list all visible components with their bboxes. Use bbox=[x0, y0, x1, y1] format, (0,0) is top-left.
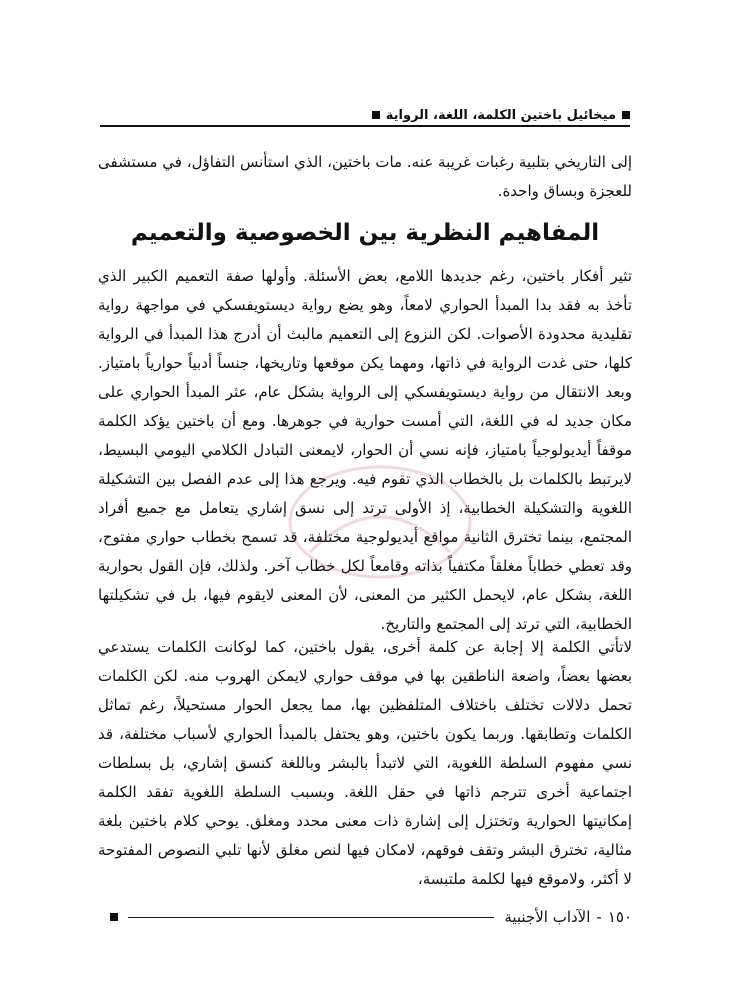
square-bullet-icon bbox=[110, 913, 118, 921]
paragraph: لاتأتي الكلمة إلا إجابة عن كلمة أخرى، يقول باختين، كما لوكانت الكلمات يستدعي بعضها بعضاً، واضعة الناطقين بها في موقف حواري لايمكن الهروب منه. لكن الكلمات تحمل دلالات تختلف باختلاف المتلفظين بها، مما يجعل الحوار مستحيلاً، رغم تماثل الكلمات وتطابقها. وربما يكون باختين، وهو يحتفل بالمبدأ الحواري لأسباب مختلفة، قد نسي مفهوم السلطة اللغوية، التي لاتبدأ بالبشر وباللغة كنسق إشاري، بل بسلطات اجتماعية أخرى تترجم ذاتها في حقل اللغة. وبسبب السلطة اللغوية تفقد الكلمة إمكانيتها الحوارية وتختزل إلى إشارة ذات معنى محدد ومغلق. يوحي كلام باختين بلغة مثالية، تخترق البشر وتقف فوقهم، لامكان فيها لنص مغلق لأنها تلبي النصوص المفتوحة لا أكثر، ولاموقع فيها لكلمة ملتبسة، bbox=[98, 638, 632, 888]
journal-name: الآداب الأجنبية bbox=[504, 908, 591, 926]
square-bullet-icon bbox=[372, 111, 380, 119]
intro-paragraph bbox=[98, 148, 632, 206]
running-title: ميخائيل باختين الكلمة، اللغة، الرواية bbox=[385, 107, 616, 123]
running-header bbox=[100, 105, 630, 125]
paragraph: إلى التاريخي بتلبية رغبات غريبة عنه. مات باختين، الذي استأنس التفاؤل، في مستشفى للعجزة وبساق واحدة. bbox=[98, 153, 632, 200]
section-heading: المفاهيم النظرية بين الخصوصية والتعميم bbox=[130, 220, 600, 246]
footer-dash: - bbox=[596, 908, 602, 926]
page-number: ١٥٠ bbox=[607, 908, 632, 926]
paragraph: تثير أفكار باختين، رغم جديدها اللامع، بعض الأسئلة. وأولها صفة التعميم الكبير الذي تأخذ به فقد بدا المبدأ الحواري لامعاً، وهو يضع رواية ديستويفسكي في مواجهة رواية تقليدية محدودة الأصوات. لكن النزوع إلى التعميم مالبث أن أدرج هذا المبدأ في الرواية كلها، حتى غدت الرواية في ذاتها، ومهما يكن موقعها وتاريخها، جنساً أدبياً حوارياً بامتياز. وبعد الانتقال من رواية ديستويفسكي إلى الرواية بشكل عام، عثر المبدأ الحواري على مكان جديد له في اللغة، التي أمست حوارية في جوهرها. ومع أن باختين يؤكد الكلمة موقفاً أيديولوجياً بامتياز، فإنه نسي أن الحوار، لايمعنى التبادل الكلامي اليومي البسيط، لايرتبط بالكلمات بل بالخطاب الذي تقوم فيه. ويرجع هذا إلى عدم الفصل بين التشكيلة اللغوية والتشكيلة الخطابية، إذ الأولى ترتد إلى نسق إشاري يتعامل مع جميع أفراد المجتمع، بينما تخترق الثانية مواقع أيديولوجية مختلفة، قد تسمح بخطاب حواري مفتوح، وقد تعطي خطاباً مغلقاً مكتفياً بذاته وقامعاً لكل خطاب آخر. ولذلك، فإن القول بحوارية اللغة، بشكل عام، لايحمل الكثير من المعنى، لأن المعنى لايقوم فيها، بل في تشكيلتها الخطابية، التي ترتد إلى المجتمع والتاريخ. bbox=[98, 267, 632, 633]
body-paragraph-1 bbox=[98, 262, 632, 639]
body-paragraph-2 bbox=[98, 633, 632, 894]
square-bullet-icon bbox=[622, 111, 630, 119]
page-footer bbox=[110, 906, 632, 928]
header-rule bbox=[100, 125, 630, 127]
footer-rule bbox=[128, 917, 494, 918]
